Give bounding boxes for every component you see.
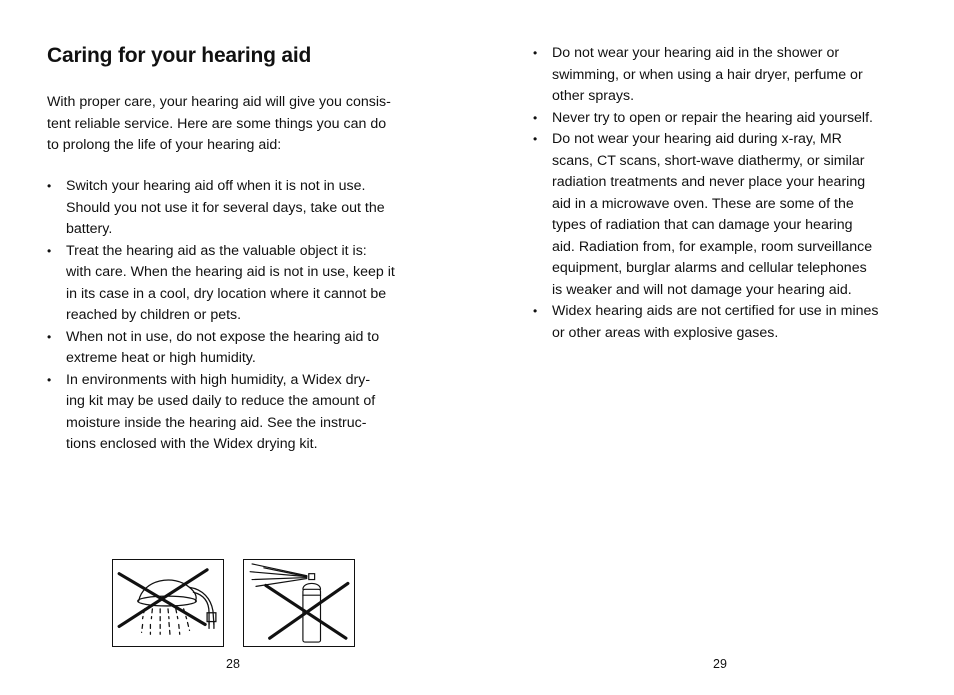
list-item-line: types of radiation that can damage your hearing <box>552 217 853 233</box>
intro-paragraph <box>47 92 427 157</box>
no-shower-icon <box>113 560 223 646</box>
bullet-icon: • <box>47 372 52 387</box>
list-item-line: Should you not use it for several days, take out the <box>66 199 385 216</box>
intro-line: tent reliable service. Here are some things you can do <box>47 115 387 132</box>
list-item <box>533 108 895 130</box>
bullet-icon: • <box>533 132 538 146</box>
list-item-line: aid. Radiation from, for example, room surveillance <box>552 238 873 255</box>
list-item-line: Widex hearing aids are not certified for use in mines <box>552 303 879 319</box>
list-item-line: In environments with high humidity, a Widex dry- <box>66 371 371 388</box>
list-item-line: in its case in a cool, dry location where it cannot be <box>66 285 387 302</box>
list-item-line: ing kit may be used daily to reduce the amount of <box>66 393 376 409</box>
list-item-line: aid in a microwave oven. These are some of the <box>552 195 854 212</box>
page-number: 28 <box>226 657 240 671</box>
no-spray-icon <box>244 560 354 646</box>
warnings-list <box>533 43 895 344</box>
list-item <box>533 301 895 344</box>
list-item <box>533 129 895 301</box>
list-item-line: Do not wear your hearing aid during x-ray, MR <box>552 131 842 147</box>
no-shower-icon <box>112 559 224 647</box>
list-item-line: reached by children or pets. <box>66 307 242 323</box>
list-item <box>47 176 427 241</box>
list-item-line: with care. When the hearing aid is not in use, keep it <box>66 264 395 280</box>
list-item-line: Do not wear your hearing aid in the shower or <box>552 45 840 61</box>
list-item <box>533 43 895 108</box>
bullet-icon: • <box>533 110 538 125</box>
list-item <box>47 241 427 327</box>
list-item-line: is weaker and will not damage your hearing aid. <box>552 281 852 298</box>
right-page <box>477 0 954 695</box>
list-item-line: swimming, or when using a hair dryer, perfume or <box>552 66 863 83</box>
bullet-icon: • <box>533 46 538 60</box>
list-item-line: Never try to open or repair the hearing aid yourself. <box>552 109 873 126</box>
bullet-icon: • <box>47 329 52 344</box>
bullet-icon: • <box>533 304 538 318</box>
list-item-line: or other areas with explosive gases. <box>552 324 779 341</box>
list-item-line: Switch your hearing aid off when it is not in use. <box>66 178 366 194</box>
list-item-line: scans, CT scans, short-wave diathermy, or similar <box>552 152 865 169</box>
care-tips-list <box>47 176 427 456</box>
list-item-line: extreme heat or high humidity. <box>66 350 256 366</box>
intro-line: With proper care, your hearing aid will give you consis- <box>47 94 391 110</box>
list-item-line: moisture inside the hearing aid. See the instruc- <box>66 414 367 431</box>
list-item <box>47 370 427 456</box>
list-item-line: When not in use, do not expose the hearing aid to <box>66 328 380 345</box>
page-heading: Caring for your hearing aid <box>47 44 312 67</box>
list-item-line: radiation treatments and never place your hearing <box>552 174 866 190</box>
no-spray-icon <box>243 559 355 647</box>
bullet-icon: • <box>47 243 52 258</box>
list-item-line: equipment, burglar alarms and cellular telephones <box>552 260 867 276</box>
bullet-icon: • <box>47 179 52 193</box>
page-number: 29 <box>713 657 727 671</box>
list-item-line: other sprays. <box>552 88 635 104</box>
list-item-line: Treat the hearing aid as the valuable object it is: <box>66 242 367 259</box>
intro-line: to prolong the life of your hearing aid: <box>47 137 282 153</box>
list-item-line: tions enclosed with the Widex drying kit. <box>66 436 318 452</box>
list-item-line: battery. <box>66 221 113 237</box>
list-item <box>47 327 427 370</box>
